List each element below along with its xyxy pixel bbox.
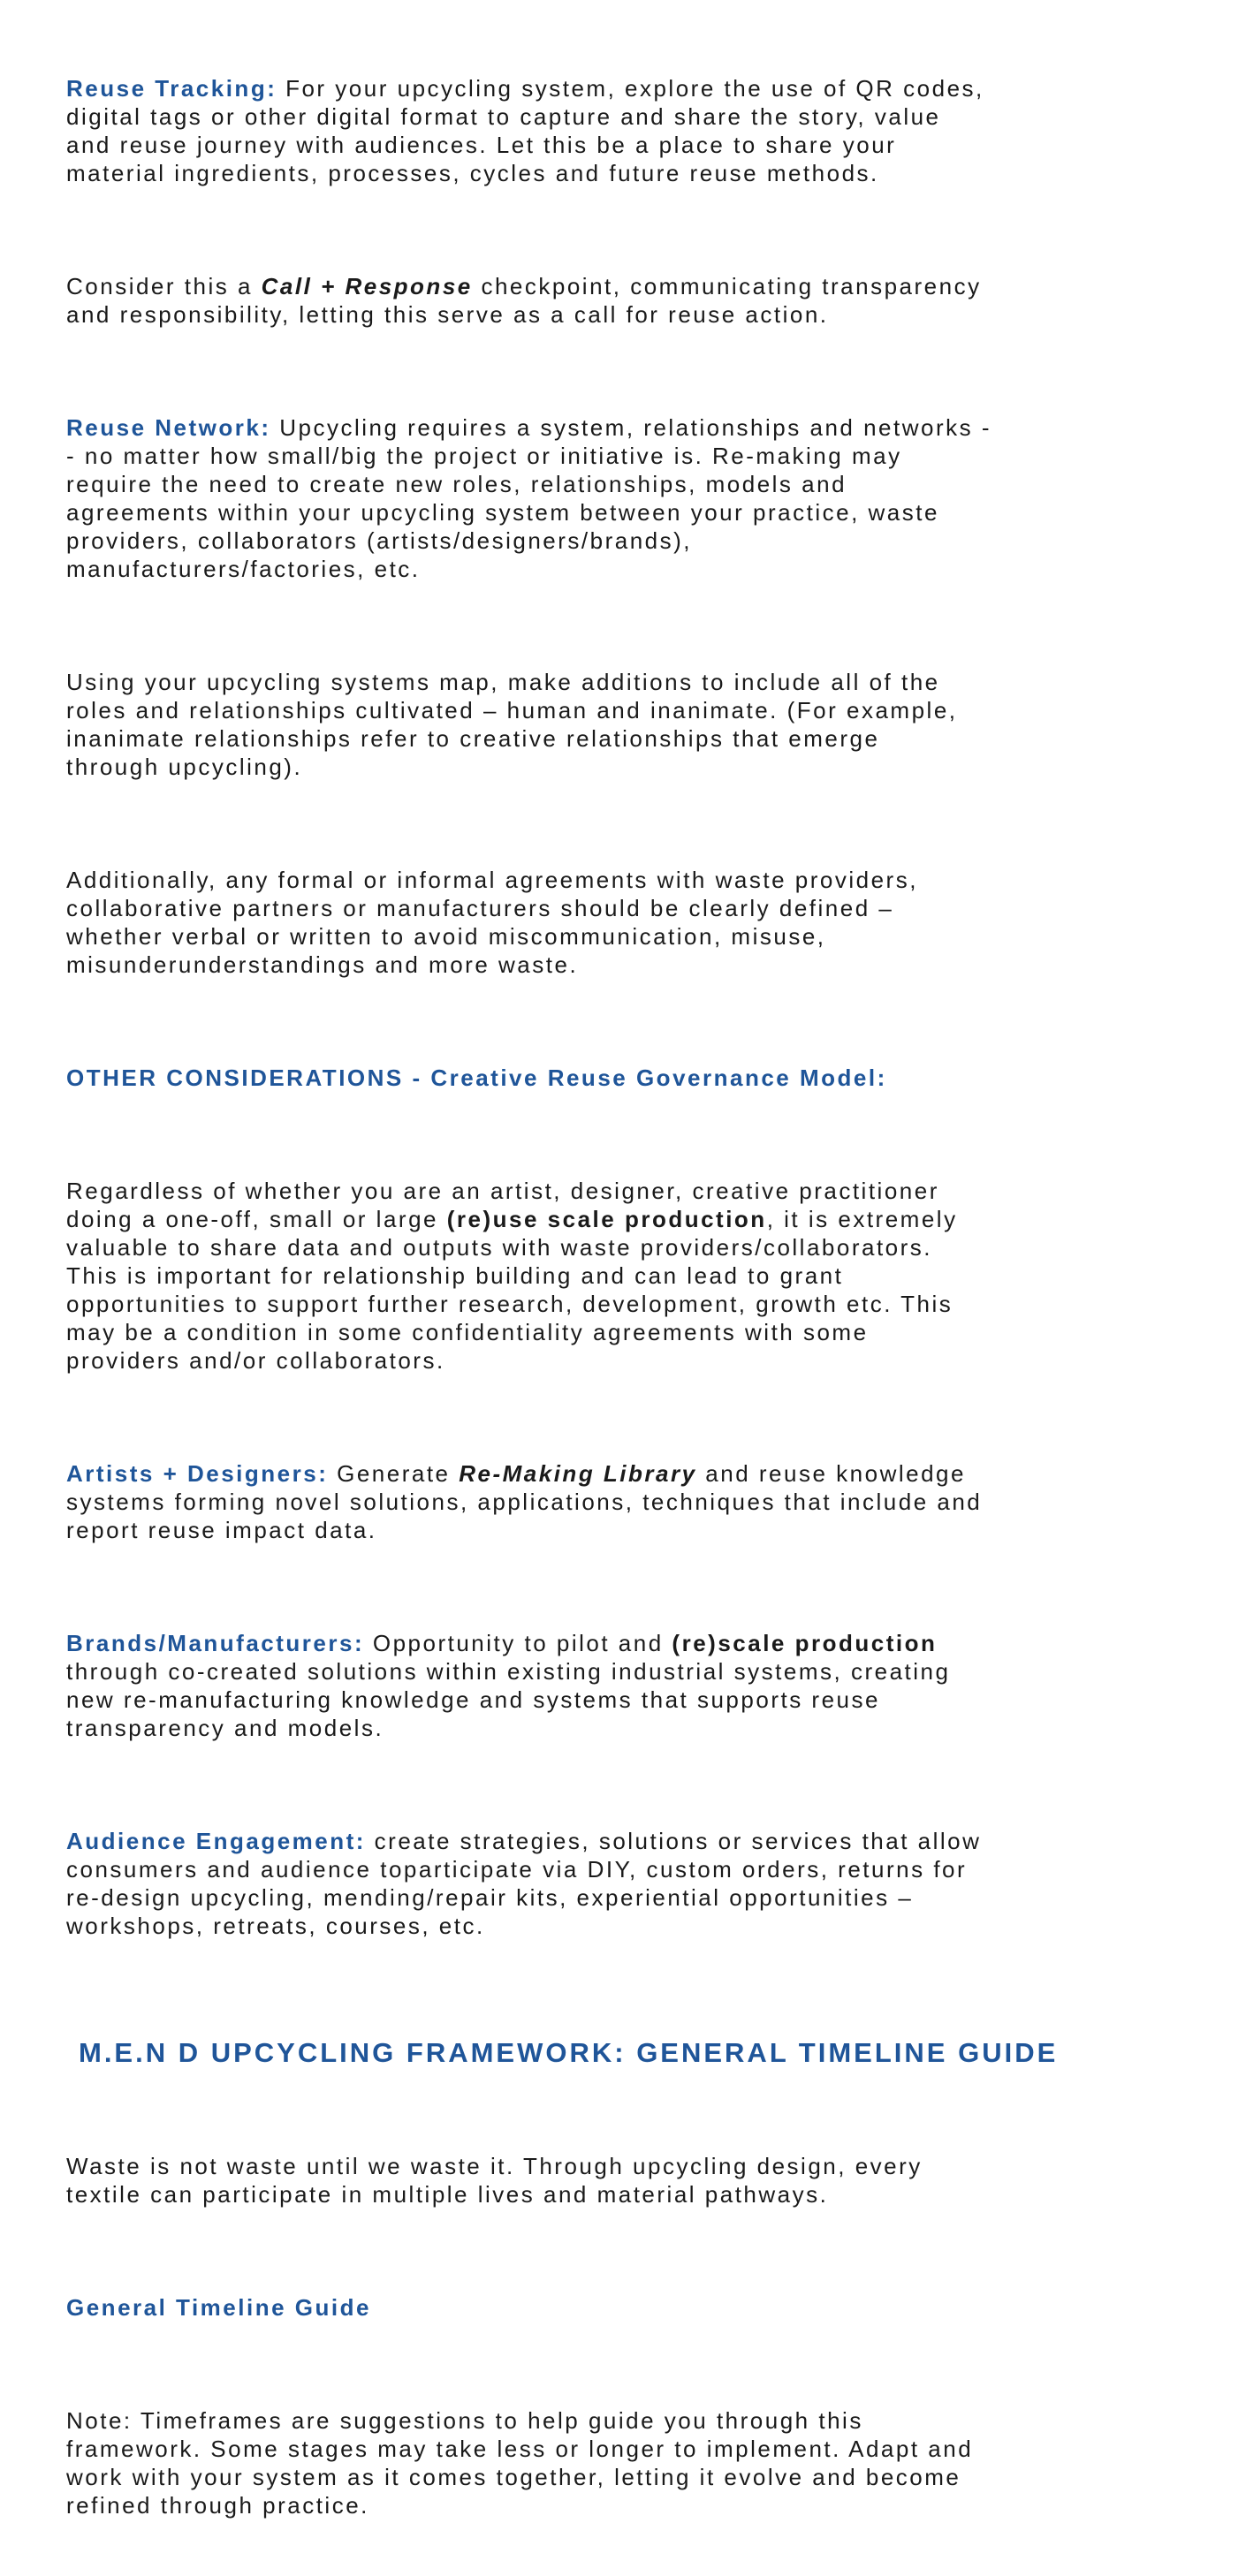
artists-paragraph <box>66 1459 1189 1544</box>
call-response-paragraph <box>66 272 1189 329</box>
brands-pre: Opportunity to pilot and <box>364 1630 672 1656</box>
call-response-emphasis: Call + Response <box>261 273 473 299</box>
systems-map-paragraph: Using your upcycling systems map, make additions to include all of the roles and relationships cultivated – human and inanimate. (For example, inanimate relationships refer to creative relationships that emerge through upcycling). <box>66 669 958 780</box>
brands-paragraph <box>66 1629 1189 1742</box>
audience-paragraph <box>66 1827 1189 1940</box>
artists-label: Artists + Designers: <box>66 1460 329 1487</box>
other-considerations-heading: OTHER CONSIDERATIONS - Creative Reuse Governance Model: <box>66 1064 887 1091</box>
artists-pre: Generate <box>328 1460 460 1487</box>
audience-text: create strategies, solutions or services that allow consumers and audience toparticipate via DIY, custom orders, returns for re-design upcycling, mending/repair kits, experiential opportunities – workshops, retreats, courses, etc. <box>66 1828 982 1939</box>
framework-heading: M.E.N D UPCYCLING FRAMEWORK: GENERAL TIMELINE GUIDE <box>79 2037 1059 2068</box>
reuse-tracking-label: Reuse Tracking: <box>66 75 277 102</box>
artists-post: and reuse knowledge systems forming novel solutions, applications, techniques that include and report reuse impact data. <box>66 1460 983 1543</box>
brands-label: Brands/Manufacturers: <box>66 1630 365 1656</box>
reuse-network-paragraph <box>66 413 1189 583</box>
regardless-bold: (re)use scale production <box>446 1206 767 1232</box>
waste-intro-paragraph: Waste is not waste until we waste it. Through upcycling design, every textile can participate in multiple lives and material pathways. <box>66 2153 923 2208</box>
audience-label: Audience Engagement: <box>66 1828 366 1854</box>
reuse-network-label: Reuse Network: <box>66 414 271 441</box>
agreements-paragraph: Additionally, any formal or informal agreements with waste providers, collaborative partners or manufacturers should be clearly defined – whether verbal or written to avoid miscommunication, misuse, misunderunderstandings and more waste. <box>66 867 918 978</box>
reuse-tracking-paragraph <box>66 74 1189 187</box>
reuse-network-text: Upcycling requires a system, relationships and networks - - no matter how small/big the project or initiative is. Re-making may require the need to create new roles, relationships, models and agreements within your upcycling system between your practice, waste providers, collaborators (artists/designers/brands), manufacturers/factories, etc. <box>66 414 992 582</box>
regardless-pre: Regardless of whether you are an artist, designer, creative practitioner doing a one-off, small or large <box>66 1178 939 1232</box>
call-response-pre: Consider this a <box>66 273 262 299</box>
regardless-post: , it is extremely valuable to share data and outputs with waste providers/collaborators. This is important for relationship building and can lead to grant opportunities to support further research, development, growth etc. This may be a condition in some confidentiality agreements with some providers and/or collaborators. <box>66 1206 958 1374</box>
timeline-heading: General Timeline Guide <box>66 2294 371 2321</box>
regardless-paragraph <box>66 1177 1189 1375</box>
reuse-tracking-text: For your upcycling system, explore the use of QR codes, digital tags or other digital format to capture and share the story, value and reuse journey with audiences. Let this be a place to share your material ingredients, processes, cycles and future reuse methods. <box>66 75 984 186</box>
brands-bold: (re)scale production <box>672 1630 938 1656</box>
document-body <box>66 46 1189 2576</box>
call-response-post: checkpoint, communicating transparency and responsibility, letting this serve as a call for reuse action. <box>66 273 982 328</box>
note-paragraph: Note: Timeframes are suggestions to help guide you through this framework. Some stages may take less or longer to implement. Adapt and work with your system as it comes together, letting it evolve and become refined through practice. <box>66 2407 974 2519</box>
artists-emphasis: Re-Making Library <box>459 1460 697 1487</box>
brands-post: through co-created solutions within existing industrial systems, creating new re-manufacturing knowledge and systems that supports reuse transparency and models. <box>66 1658 951 1741</box>
